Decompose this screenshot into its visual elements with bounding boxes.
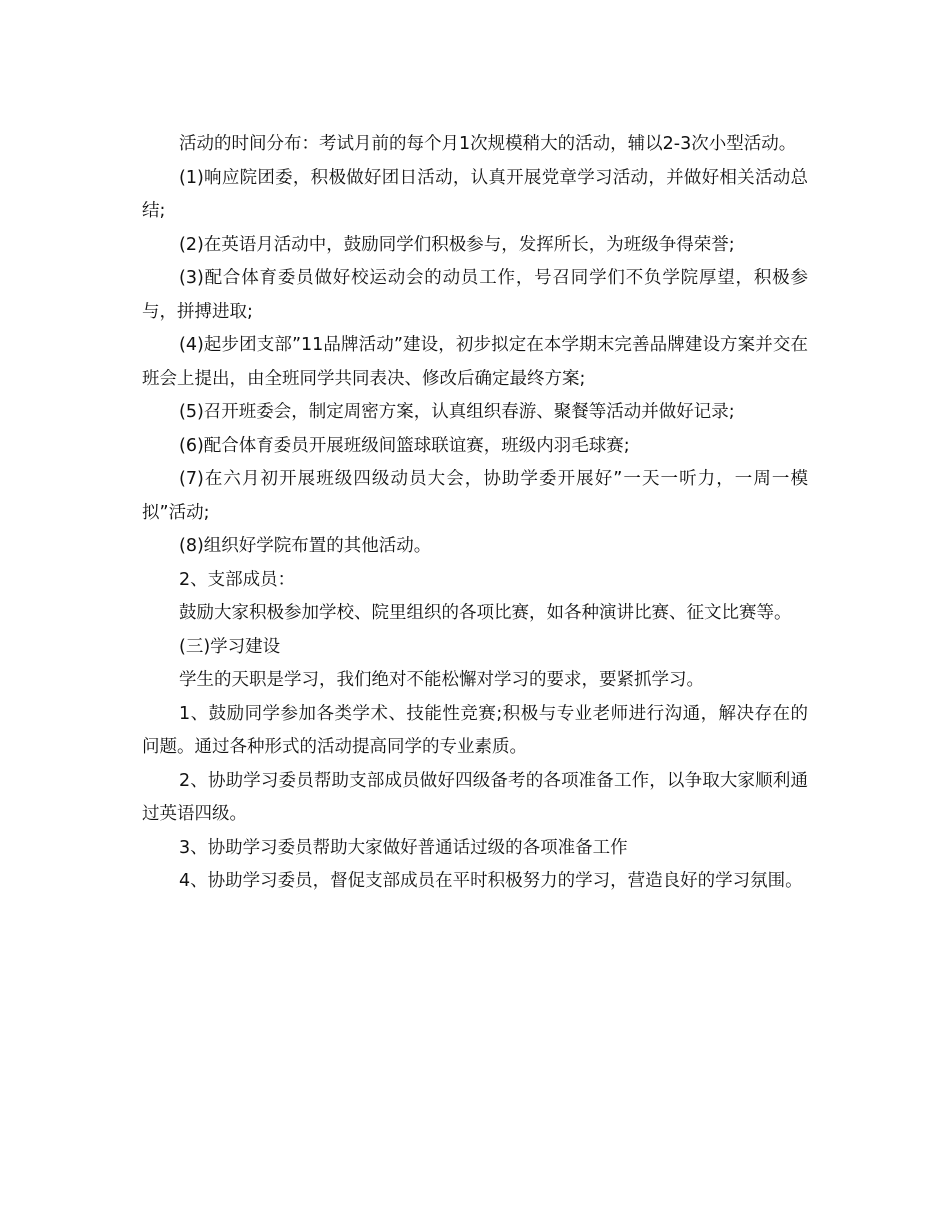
document-body: [142, 128, 808, 899]
paragraph-item-5: (5)召开班委会，制定周密方案，认真组织春游、聚餐等活动并做好记录;: [179, 402, 735, 422]
paragraph-competitions: 鼓励大家积极参加学校、院里组织的各项比赛，如各种演讲比赛、征文比赛等。: [179, 603, 792, 623]
paragraph-activity-schedule: 活动的时间分布：考试月前的每个月1次规模稍大的活动，辅以2-3次小型活动。: [179, 134, 797, 154]
paragraph-item-2: (2)在英语月活动中，鼓励同学们积极参与，发挥所长，为班级争得荣誉;: [179, 234, 735, 255]
paragraph-item-4: (4)起步团支部”11品牌活动”建设，初步拟定在本学期末完善品牌建设方案并交在班会上提出，由全班同学共同表决、修改后确定最终方案;: [142, 335, 808, 389]
paragraph-item-3: (3)配合体育委员做好校运动会的动员工作，号召同学们不负学院厚望，积极参与，拼搏进取;: [142, 268, 808, 322]
paragraph-study-item-1: 1、鼓励同学参加各类学术、技能性竞赛;积极与专业老师进行沟通，解决存在的问题。通过各种形式的活动提高同学的专业素质。: [142, 703, 808, 757]
paragraph-item-6: (6)配合体育委员开展班级间篮球联谊赛，班级内羽毛球赛;: [179, 435, 630, 456]
paragraph-study-item-2: 2、协助学习委员帮助支部成员做好四级备考的各项准备工作，以争取大家顺利通过英语四级。: [142, 770, 808, 824]
paragraph-study-item-4: 4、协助学习委员，督促支部成员在平时积极努力的学习，营造良好的学习氛围。: [179, 871, 803, 891]
paragraph-study-item-3: 3、协助学习委员帮助大家做好普通话过级的各项准备工作: [179, 837, 628, 858]
section-heading-study: (三)学习建设: [179, 636, 281, 657]
paragraph-item-1: (1)响应院团委，积极做好团日活动，认真开展党章学习活动，并做好相关活动总结;: [142, 167, 808, 221]
paragraph-item-7: (7)在六月初开展班级四级动员大会，协助学委开展好”一天一听力，一周一模拟”活动;: [142, 469, 808, 523]
section-heading-branch-members: 2、支部成员：: [179, 569, 296, 590]
paragraph-item-8: (8)组织好学院布置的其他活动。: [179, 536, 432, 556]
paragraph-study-intro: 学生的天职是学习，我们绝对不能松懈对学习的要求，要紧抓学习。: [179, 670, 704, 690]
